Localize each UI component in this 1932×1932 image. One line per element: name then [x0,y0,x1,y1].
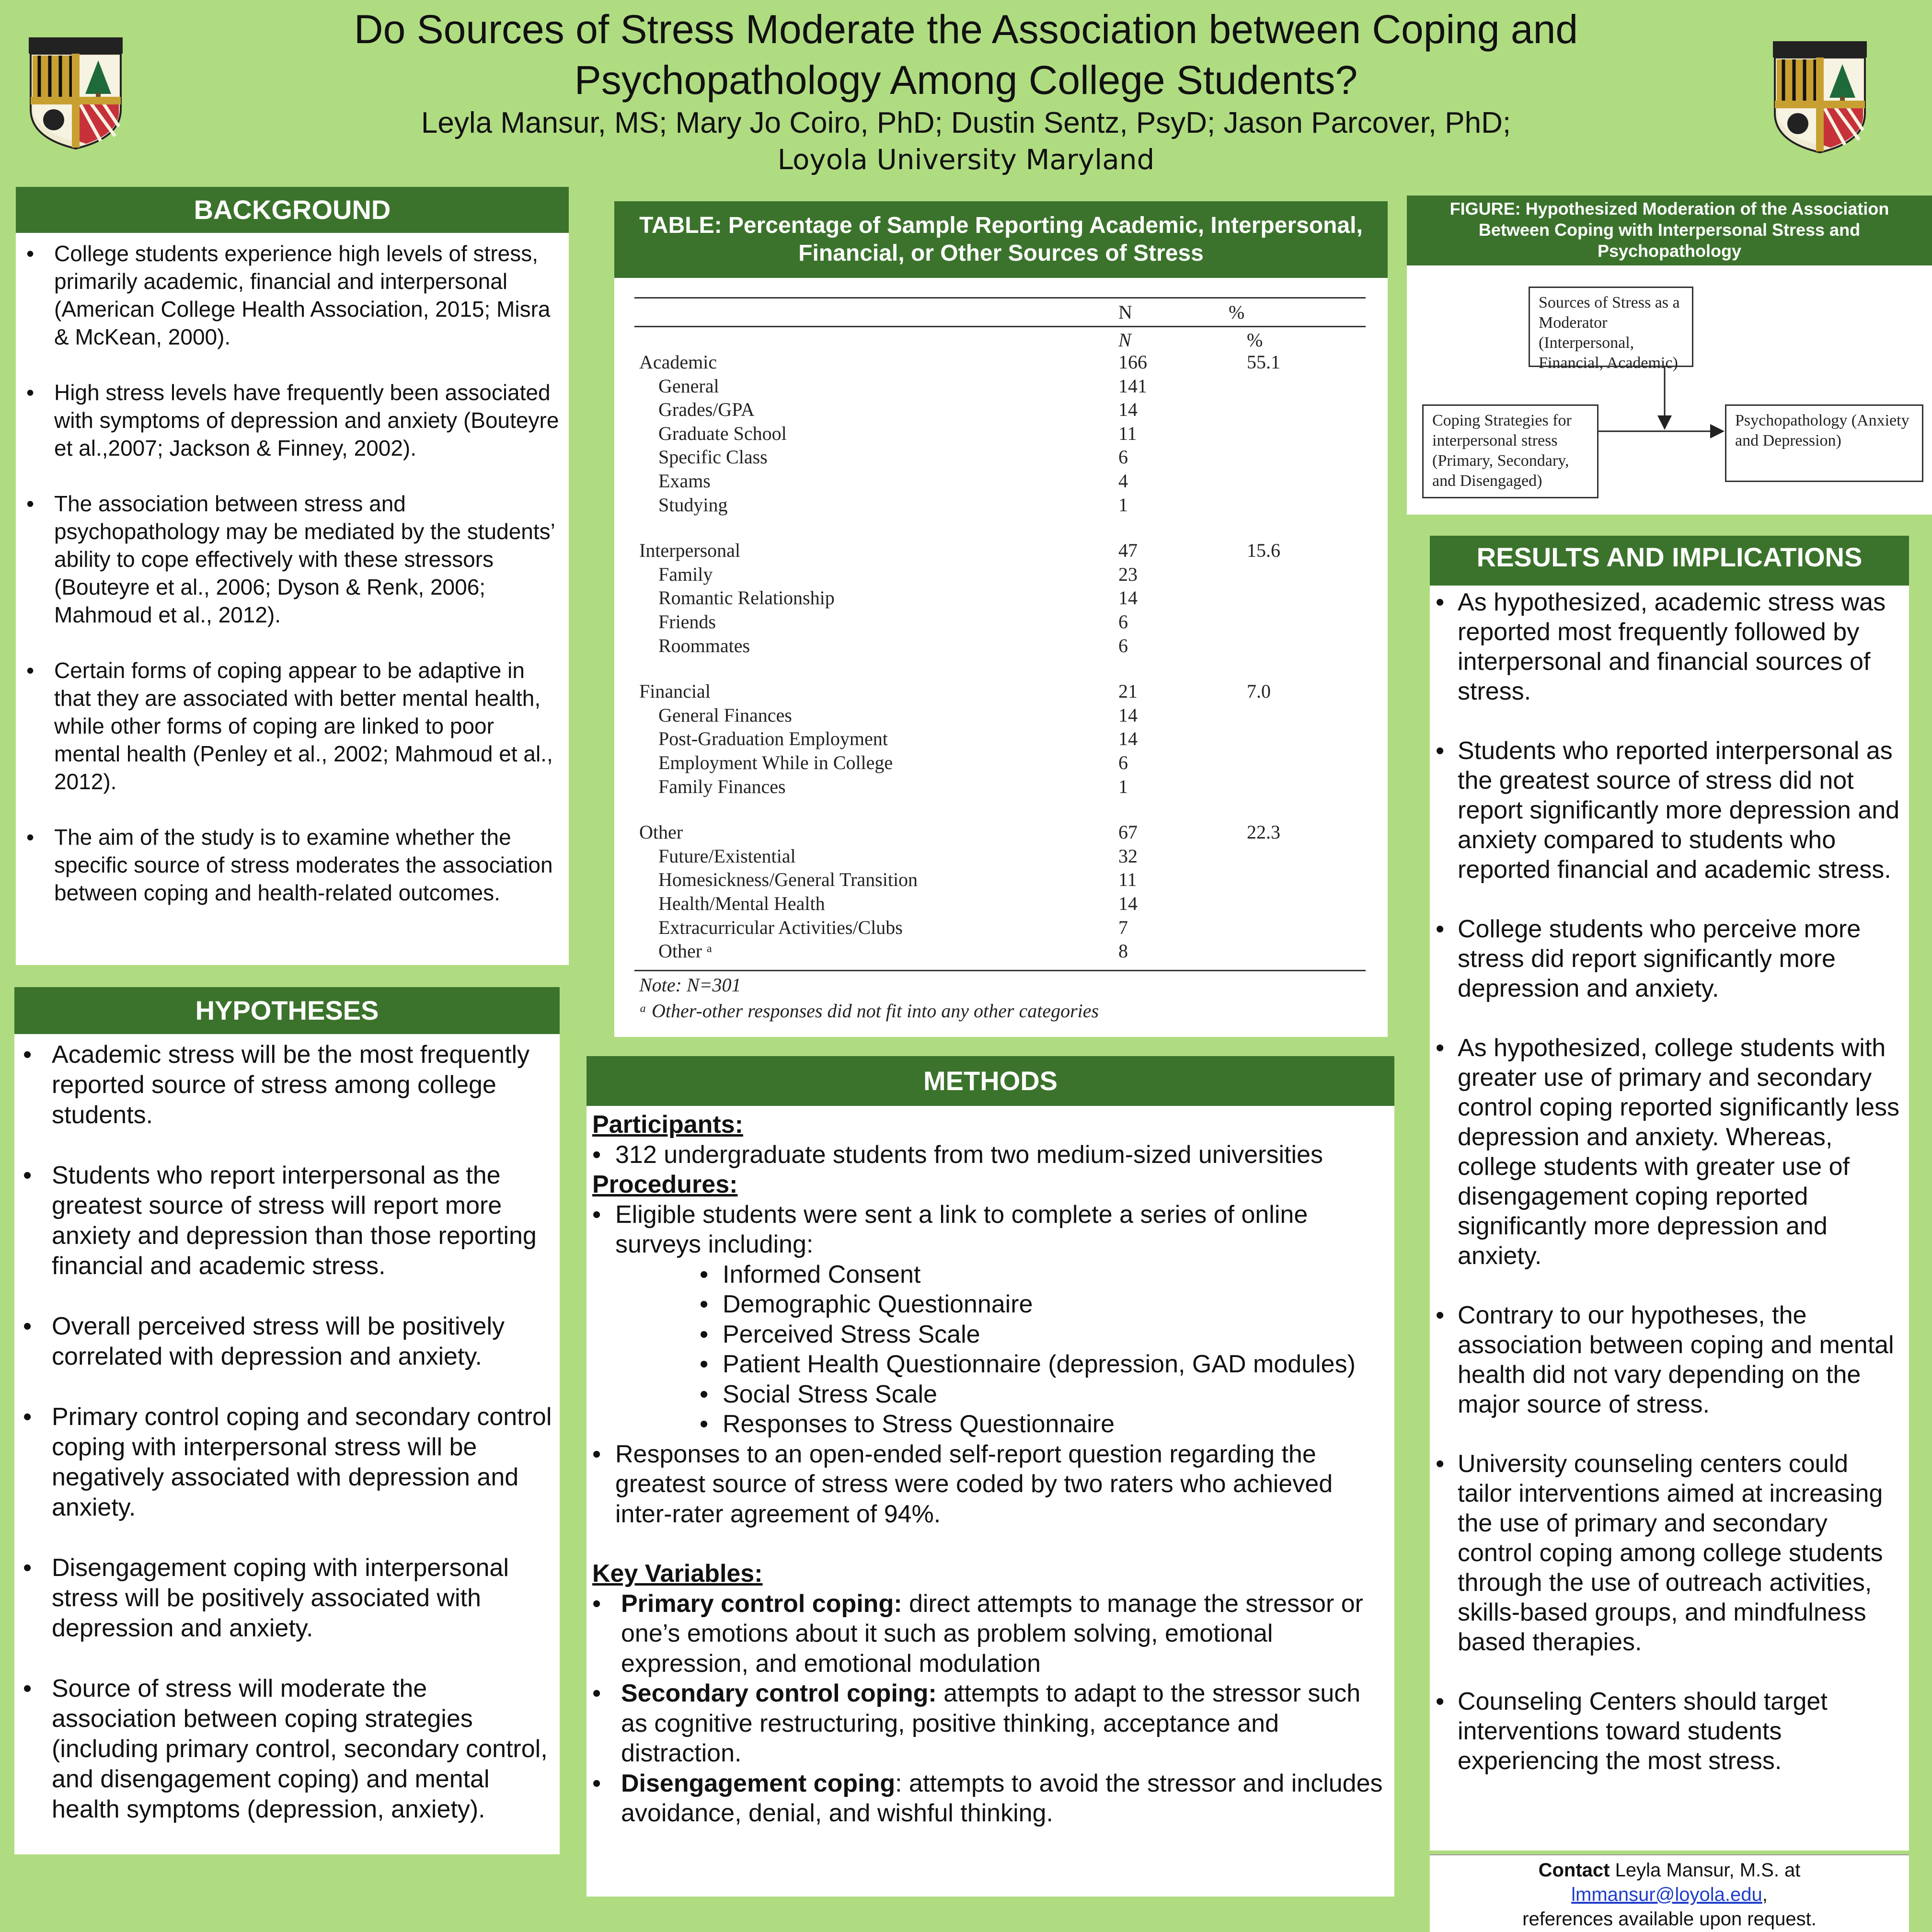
hypotheses-panel [14,1034,560,1854]
row-label: Specific Class [658,446,768,468]
col-subheader-n: N [1118,329,1131,351]
background-item: • Certain forms of coping appear to be adaptive in that they are associated with better mental health, while other forms of coping are linked to poor mental health (Penley et al., 2002; Mahmoud et al., 2012). [20,656,559,795]
stress-source-table [634,297,1366,1022]
table-row [634,398,1366,422]
table-row [634,470,1366,494]
procedures-label: Procedures: [592,1171,738,1198]
key-variable-desc: direct attempts to manage the stressor or one’s emotions about it such as problem solving, emotional expression, and emotional modulation [621,1589,1363,1678]
table-note: Note: N=301 [639,974,741,996]
figure-heading: FIGURE: Hypothesized Moderation of the Association Between Coping with Interpersonal Stress and Psychopathology [1407,196,1932,265]
row-label: Post-Graduation Employment [658,728,888,750]
contact-comma: , [1762,1884,1768,1905]
row-label: Employment While in College [658,752,893,773]
spacer [592,1529,1385,1559]
row-n: 11 [1118,422,1137,444]
contact-label: Contact [1538,1860,1610,1881]
contact-name: Leyla Mansur, M.S. at [1610,1860,1801,1881]
row-label: Grades/GPA [658,399,755,421]
row-label: Exams [658,470,711,492]
row-n: 6 [1118,752,1128,773]
row-n: 47 [1118,540,1138,562]
background-list [20,240,559,907]
result-item: • Contrary to our hypotheses, the association between coping and mental health did not vary depending on the major source of stress. [1433,1300,1900,1419]
table-row [634,422,1366,446]
key-variables-label: Key Variables: [592,1560,763,1587]
moderation-arrows [1407,265,1932,515]
university-crest-right-icon [1773,41,1867,154]
row-n: 8 [1118,940,1128,962]
row-label: Roommates [658,634,750,656]
table-row [634,751,1366,775]
moderator-box: Sources of Stress as a Moderator (Interpersonal, Financial, Academic) [1529,287,1693,367]
table-row [634,563,1366,587]
table-row [634,845,1366,869]
row-label: Family [658,563,713,585]
table-row [634,704,1366,728]
results-heading: RESULTS AND IMPLICATIONS [1430,536,1909,586]
hypothesis-item: • Disengagement coping with interpersonal stress will be positively associated with depression and anxiety. [18,1553,552,1644]
row-n: 14 [1118,893,1138,914]
background-item: • The aim of the study is to examine whether the specific source of stress moderates the association between coping and health-related outcomes. [20,823,559,907]
predictor-box: Coping Strategies for interpersonal stress (Primary, Secondary, and Disengaged) [1422,404,1598,498]
table-row [634,494,1366,518]
contact-line [1430,1858,1909,1883]
hypothesis-item: • Overall perceived stress will be positively correlated with depression and anxiety. [18,1311,552,1372]
row-n: 4 [1118,470,1128,492]
survey-item: • Social Stress Scale [592,1380,1385,1410]
key-variable-term: Secondary control coping: [621,1679,937,1707]
row-percent: 7.0 [1247,680,1271,702]
table-heading-line-1: TABLE: Percentage of Sample Reporting Academic, Interpersonal, [639,213,1363,238]
hypotheses-heading: HYPOTHESES [14,987,560,1034]
row-label: Family Finances [658,775,786,797]
background-panel [16,233,569,965]
table-header-rule [634,326,1366,327]
table-row [634,586,1366,610]
methods-heading: METHODS [586,1056,1394,1106]
title-line-2: Psychopathology Among College Students? [574,58,1358,103]
background-heading: BACKGROUND [16,187,569,233]
table-heading-line-2: Financial, or Other Sources of Stress [798,241,1204,266]
row-n: 32 [1118,845,1138,867]
authors: Leyla Mansur, MS; Mary Jo Coiro, PhD; Dustin Sentz, PsyD; Jason Parcover, PhD; [421,106,1511,139]
row-label: Friends [658,611,716,632]
procedures-item: • Eligible students were sent a link to complete a series of online surveys including: [592,1200,1385,1260]
background-item: • The association between stress and psychopathology may be mediated by the students’ ability to cope effectively with these stressors (Bouteyre et al., 2006; Dyson & Renk, 2006; Mahmoud et al., 2012). [20,490,559,629]
key-variable-item [592,1679,1385,1769]
result-item: • Students who reported interpersonal as the greatest source of stress did not report significantly more depression and anxiety compared to students who reported financial and academic stress. [1433,736,1900,885]
row-n: 14 [1118,399,1138,421]
poster-title [0,4,1932,105]
background-item: • High stress levels have frequently been associated with symptoms of depression and anxiety (Bouteyre et al.,2007; Jackson & Finney, 2002). [20,379,559,462]
hypothesis-item: • Primary control coping and secondary control coping with interpersonal stress will be negatively associated with depression and anxiety. [18,1402,552,1523]
row-label: Romantic Relationship [658,587,835,609]
row-label: Other [639,821,683,843]
hypotheses-list [18,1040,552,1825]
col-subheader-pct: % [1247,329,1263,351]
row-n: 11 [1118,869,1137,891]
row-label: Graduate School [658,422,787,444]
table-row [634,727,1366,751]
row-n: 14 [1118,587,1138,609]
row-label: Academic [639,351,717,373]
row-label: Interpersonal [639,540,741,562]
key-variable-desc: attempts to adapt to the stressor such as cognitive restructuring, positive thinking, acceptance and distraction. [621,1679,1361,1767]
title-line-1: Do Sources of Stress Moderate the Association between Coping and [354,7,1578,52]
row-n: 21 [1118,680,1138,702]
table-row [634,680,1366,704]
row-label: General Finances [658,704,792,726]
row-n: 23 [1118,563,1138,585]
table-row [634,868,1366,892]
key-variable-item [592,1589,1385,1679]
row-n: 166 [1118,351,1147,373]
row-n: 14 [1118,728,1138,750]
table-bottom-rule [634,970,1366,971]
background-item: • College students experience high levels of stress, primarily academic, financial and interpersonal (American College Health Association, 2015; Misra & McKean, 2000). [20,240,559,351]
outcome-box: Psychopathology (Anxiety and Depression) [1725,404,1923,482]
hypothesis-item: • Source of stress will moderate the association between coping strategies (including primary control, secondary control, and disengagement coping) and mental health symptoms (depression, anxiety). [18,1674,552,1825]
row-n: 67 [1118,821,1138,843]
col-header-n: N [1118,301,1132,323]
table-row [634,446,1366,470]
row-label: Homesickness/General Transition [658,869,918,891]
contact-references: references available upon request. [1522,1909,1817,1930]
row-label: Health/Mental Health [658,893,825,914]
contact-email-line [1430,1883,1909,1907]
row-label: Other ᵃ [658,940,713,962]
key-variable-item [592,1769,1385,1828]
result-item: • College students who perceive more stress did report significantly more depression and anxiety. [1433,914,1900,1003]
table-row [634,940,1366,964]
row-n: 1 [1118,494,1128,516]
result-item: • University counseling centers could tailor interventions aimed at increasing the use of primary and secondary control coping among college students through the use of outreach activities, skills-based groups, and mindfulness based therapies. [1433,1449,1900,1657]
table-row [634,916,1366,940]
table-panel [614,278,1388,1037]
row-percent: 55.1 [1247,351,1280,373]
survey-item: • Patient Health Questionnaire (depression, GAD modules) [592,1349,1385,1380]
survey-item: • Informed Consent [592,1260,1385,1290]
results-panel [1430,586,1909,1851]
affiliation: Loyola University Maryland [777,143,1155,176]
key-variable-term: Disengagement coping [621,1769,896,1797]
table-footnote: ᵃ Other-other responses did not fit into any other categories [639,1000,1099,1022]
table-row [634,821,1366,845]
table-row [634,892,1366,916]
procedures-item: • Responses to an open-ended self-report question regarding the greatest source of stress were coded by two raters who achieved inter-rater agreement of 94%. [592,1439,1385,1530]
col-header-pct: % [1229,301,1245,323]
methods-panel [586,1106,1394,1897]
row-n: 141 [1118,375,1147,397]
table-heading [614,201,1388,278]
row-label: Financial [639,680,711,702]
result-item: • As hypothesized, academic stress was reported most frequently followed by interpersonal and financial sources of stress. [1433,587,1900,706]
result-item: • As hypothesized, college students with greater use of primary and secondary control coping reported significantly less depression and anxiety. Whereas, college students with greater use of disengagement coping reported significantly more depression and anxiety. [1433,1033,1900,1271]
table-row [634,634,1366,658]
survey-item: • Demographic Questionnaire [592,1289,1385,1320]
row-n: 6 [1118,446,1128,468]
table-row [634,775,1366,799]
row-n: 6 [1118,634,1128,656]
participants-item: • 312 undergraduate students from two medium-sized universities [592,1140,1385,1170]
contact-email-link[interactable]: lmmansur@loyola.edu [1571,1884,1762,1905]
row-n: 6 [1118,611,1128,632]
row-label: Studying [658,494,728,516]
row-n: 1 [1118,775,1128,797]
row-n: 7 [1118,916,1128,938]
row-label: Extracurricular Activities/Clubs [658,916,903,938]
results-list [1433,587,1900,1776]
hypothesis-item: • Students who report interpersonal as the greatest source of stress will report more anxiety and depression than those reporting financial and academic stress. [18,1161,552,1281]
table-top-rule [634,297,1366,299]
participants-label: Participants: [592,1111,743,1138]
result-item: • Counseling Centers should target interventions toward students experiencing the most stress. [1433,1687,1900,1776]
row-percent: 22.3 [1247,821,1280,843]
table-row [634,375,1366,399]
table-row [634,610,1366,634]
survey-item: • Responses to Stress Questionnaire [592,1409,1385,1439]
row-label: General [658,375,719,397]
key-variable-desc: : attempts to avoid the stressor and includes avoidance, denial, and wishful thinking. [621,1769,1383,1827]
key-variable-term: Primary control coping: [621,1589,902,1618]
table-row [634,351,1366,375]
row-n: 14 [1118,704,1138,726]
hypothesis-item: • Academic stress will be the most frequently reported source of stress among college students. [18,1040,552,1130]
survey-item: • Perceived Stress Scale [592,1320,1385,1350]
figure-panel [1407,265,1932,515]
contact-panel [1430,1854,1909,1932]
table-row [634,539,1366,563]
university-crest-left-icon [29,37,123,150]
row-label: Future/Existential [658,845,796,867]
row-percent: 15.6 [1247,540,1280,562]
